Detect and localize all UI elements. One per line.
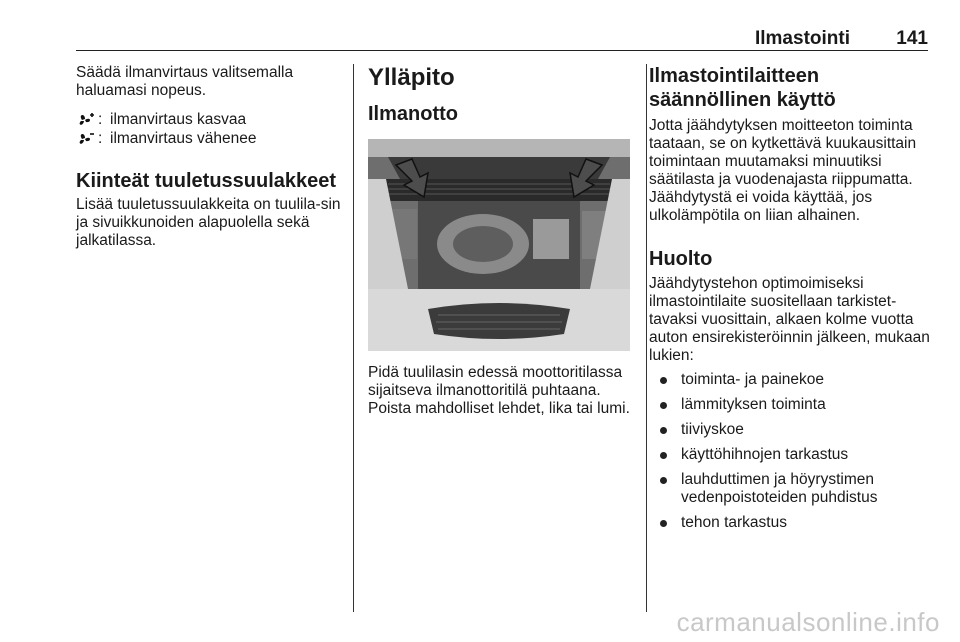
fan-decrease-row — [76, 129, 346, 148]
list-item: lauhduttimen ja höyrystimen vedenpoistoteiden puhdistus — [649, 471, 931, 507]
fan-increase-colon: : — [98, 111, 103, 128]
air-intake-subtitle: Ilmanotto — [368, 103, 458, 125]
air-intake-caption: Pidä tuulilasin edessä moottoritilassa sijaitseva ilmanottoritilä puhtaana. Poista mahdolliset lehdet, lika tai lumi. — [368, 364, 630, 417]
list-item: tiiviyskoe — [649, 421, 931, 439]
bullet-icon — [660, 402, 667, 409]
fixed-vents-text: Lisää tuuletussuulakkeita on tuulila-sin ja sivuikkunoiden alapuolella sekä jalkatilassa. — [76, 196, 341, 249]
intro-text: Säädä ilmanvirtaus valitsemalla haluamasi nopeus. — [76, 64, 294, 99]
page-header — [76, 28, 928, 51]
bullet-icon — [660, 427, 667, 434]
column-1 — [76, 64, 346, 250]
fixed-vents-title: Kiinteät tuuletussuulakkeet — [76, 170, 337, 192]
list-item: tehon tarkastus — [649, 514, 931, 532]
watermark: carmanualsonline.info — [676, 607, 940, 637]
air-intake-caption-block — [368, 364, 634, 418]
bullet-icon — [660, 452, 667, 459]
fan-increase-row — [76, 110, 346, 129]
regular-use-title-line1: Ilmastointilaitteen — [649, 65, 820, 87]
list-item: lämmityksen toiminta — [649, 396, 931, 414]
service-title: Huolto — [649, 248, 713, 270]
column-3 — [649, 64, 931, 539]
bullet-icon — [660, 477, 667, 484]
engine-bay-photo — [368, 139, 630, 351]
bullet-icon — [660, 520, 667, 527]
bullet-icon — [660, 377, 667, 384]
regular-use-title-line2: säännöllinen käyttö — [649, 89, 836, 111]
regular-use-text: Jotta jäähdytyksen moitteeton toiminta taataan, se on kytkettävä kuukausittain toimintaan muutamaksi minuutiksi säätilasta ja vuodenajasta riippumatta. Jäähdytystä ei voida käyttää, jos ulkolämpötila on liian alhainen. — [649, 117, 917, 224]
column-2 — [368, 64, 634, 126]
column-divider-2 — [646, 64, 647, 612]
fan-decrease-icon — [76, 131, 98, 147]
fan-increase-icon — [76, 112, 98, 128]
list-item: käyttöhihnojen tarkastus — [649, 446, 931, 464]
list-item: toiminta- ja painekoe — [649, 371, 931, 389]
service-checklist — [649, 371, 931, 532]
service-text: Jäähdytystehon optimoimiseksi ilmastointilaite suositellaan tarkistet-tavaksi vuosittain, alkaen kolme vuotta auton ensirekisteröinnin jälkeen, mukaan lukien: — [649, 275, 930, 364]
page-number: 141 — [896, 28, 928, 49]
column-divider-1 — [353, 64, 354, 612]
chapter-title: Ilmastointi — [754, 28, 850, 49]
fan-decrease-colon: : — [98, 130, 103, 147]
fan-decrease-label: ilmanvirtaus vähenee — [110, 130, 257, 147]
engine-bay-illustration — [368, 139, 630, 351]
fan-increase-label: ilmanvirtaus kasvaa — [110, 111, 247, 128]
maintenance-title: Ylläpito — [368, 64, 455, 91]
